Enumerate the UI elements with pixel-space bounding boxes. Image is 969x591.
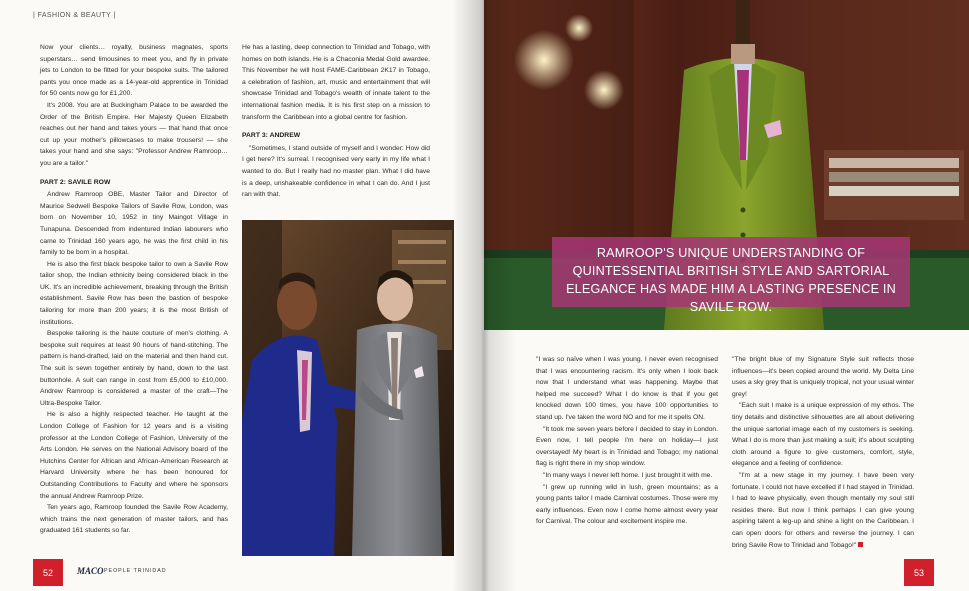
- paragraph: "Each suit I make is a unique expression of my ethos. The tiny details and distinctive silhouettes are all about delivering the unique sartorial image each of my customers is seeking. What I do is more than just making a suit; it's about sculpting cloth around a figure to give customers, comfort, style, elegance and a feeling of confidence.: [732, 402, 914, 468]
- right-page: [484, 0, 969, 591]
- left-column-b: [242, 42, 430, 201]
- paragraph: It's 2008. You are at Buckingham Palace to be awarded the Order of the British Empire. Her Majesty Queen Elizabeth reaches out her hand and takes yours — that hand that once cut up your mother's pillowcases to make trousers! — she takes your hand and she says: "Professor Andrew Ramroop… you are a tailor.": [40, 101, 228, 167]
- paragraph: "The bright blue of my Signature Style suit reflects those influences—it's been copied around the world. My Delta Line uses a sky grey that is uniquely tropical, not your usual winter grey!: [732, 356, 914, 398]
- tailor-fitting-illustration: [242, 220, 454, 556]
- magazine-subtitle: PEOPLE TRINIDAD: [104, 568, 167, 574]
- section-heading: PART 2: SAVILE ROW: [40, 178, 111, 186]
- right-column-b: [732, 354, 914, 551]
- paragraph: "Sometimes, I stand outside of myself and I wonder: How did I get here? It's surreal. I recognised very early in my life what I wanted to do. But I really had no master plan. What I did have is a deep, unshakeable confidence in what I can do. And I just ran with that.: [242, 144, 430, 199]
- paragraph: He has a lasting, deep connection to Trinidad and Tobago, with homes on both islands. He is a Chaconia Medal Gold awardee. This November he will host FAME-Caribbean 2K17 in Tobago, a celebration of fashion, art, music and entertainment that will showcase Trinidad and Tobago's wealth of innate talent to the international fashion media. It is his first step on a mission to transform the Caribbean into a global centre for fashion.: [242, 44, 430, 121]
- paragraph: "I was so naïve when I was young. I never even recognised that I was encountering racism. It's only when I look back now that I understand what was happening. Maybe that helped me succeed? What I do know is that if you get knocked down 100 times, you have 100 opportunities to stand up. I've taken the word NO and for me it spells ON.: [536, 356, 718, 421]
- paragraph: He is also the first black bespoke tailor to own a Savile Row tailor shop, the Indian ethnicity being considered black in the UK. It's an incredible achievement, breaking through the British establishment. Savile Row has been the bastion of bespoke tailoring for more than 200 years; it is the most British of institutions.: [40, 260, 228, 326]
- paragraph: He is also a highly respected teacher. He taught at the London College of Fashion for 12 years and is a visiting professor at the London College of Fashion, University of the Arts London. He serves on the National Advisory board of the Hutchins Center for African and African-American Research at Harvard University where he has been honoured for Outstanding Contributions to Faculty and where he sponsors the annual Andrew Ramroop Prize.: [40, 411, 228, 500]
- paragraph: Bespoke tailoring is the haute couture of men's clothing. A bespoke suit requires at least 90 hours of hand-stitching. The pattern is hand-drafted, laid on the material and then hand cut. The suit is sewn together entirely by hand, down to the last buttonhole. A suit can range in cost from £5,000 to £10,000. Andrew Ramroop is considered a master of the craft—The Ultra-Bespoke Tailor.: [40, 330, 228, 407]
- section-heading: PART 3: ANDREW: [242, 132, 301, 140]
- paragraph-text: "I'm at a new stage in my journey. I have been very fortunate. I could not have excelled if I had stayed in Trinidad. I had to leave physically, even though mentally my soul still resides there. But now I think perhaps I can give young aspiring talent a leg-up and shine a light on the Caribbean. I can open doors for others and reverse the journey. I can bring Savile Row to Trinidad and Tobago!": [732, 471, 914, 549]
- paragraph: [732, 470, 914, 551]
- pull-quote: RAMROOP'S UNIQUE UNDERSTANDING OF QUINTESSENTIAL BRITISH STYLE AND SARTORIAL ELEGANCE HAS MADE HIM A LASTING PRESENCE IN SAVILE ROW.: [552, 237, 910, 307]
- page-number-left: 52: [33, 559, 63, 586]
- left-page: [0, 0, 484, 591]
- right-column-a: [536, 354, 718, 528]
- paragraph: "I grew up running wild in lush, green mountains; as a young pants tailor I made Carnival costumes. Those were my early influences. Even now I come home almost every year for Carnival. The colour and excitement inspire me.: [536, 483, 718, 526]
- left-column-a: [40, 42, 228, 537]
- paragraph: "In many ways I never left home. I just brought it with me.: [543, 471, 713, 479]
- paragraph: "It took me seven years before I decided to stay in London. Even now, I tell people I'm here on holiday—I just overstayed! My heart is in Trinidad and Tobago; my national flag is right there in my shop window.: [536, 425, 718, 468]
- magazine-logo: MACO: [77, 566, 104, 576]
- paragraph: Now your clients… royalty, business magnates, sports superstars… send limousines to meet you, and fly in private jets to London to be fitted for your bespoke suits. The tailored pants you once made as a 14-year-old apprentice in Trinidad for 50 cents now go for £1,200.: [40, 44, 228, 98]
- section-tag: | FASHION & BEAUTY |: [33, 12, 116, 19]
- paragraph: Ten years ago, Ramroop founded the Savile Row Academy, which trains the next generation of master tailors, and has graduated 161 students so far.: [40, 504, 228, 535]
- tailor-fitting-photo: [242, 220, 454, 556]
- end-mark-icon: [858, 542, 863, 547]
- page-number-right: 53: [904, 559, 934, 586]
- paragraph: Andrew Ramroop OBE, Master Tailor and Director of Maurice Sedwell Bespoke Tailors of Savile Row, London, was born on November 10, 1952 in tiny Maingot Village in Tunapuna. Descended from indentured Indian labourers who came to Trinidad 160 years ago, he was the first child in his family to be born in a hospital.: [40, 191, 228, 257]
